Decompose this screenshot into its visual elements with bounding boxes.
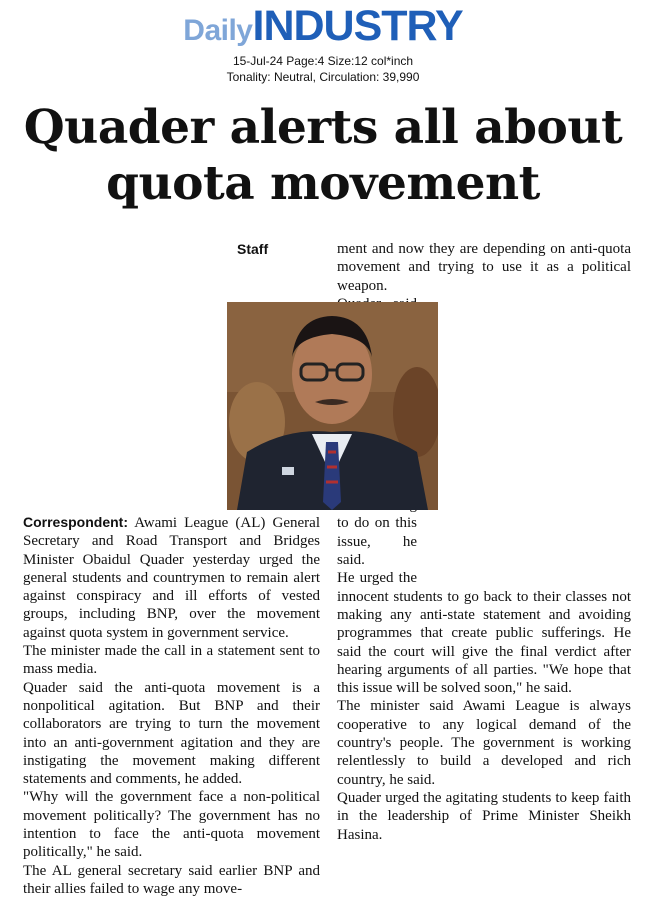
paragraph: He urged the innocent students to go back to their classes not making any anti-state statement and avoiding programmes that create public sufferings. He said the court will give the final verdict after hearing arguments of all parties. "We hope that this issue will be solved soon," he said. bbox=[337, 570, 631, 697]
paragraph: Quader said the anti-quota movement is a nonpolitical agitation. But BNP and their collaborators are trying to turn the movement into an anti-government agitation and they are instigating the movement making different statements and comments, he added. bbox=[23, 679, 320, 788]
paragraph-text: Awami League (AL) General Secretary and Road Transport and Bridges Minister Obaidul Quader yesterday urged the general students and countrymen to remain alert against conspiracy and ill efforts of vested groups, including BNP, over the movement against quota system in government service. bbox=[23, 515, 320, 641]
byline: Staff Correspondent: bbox=[23, 241, 269, 530]
masthead-industry: INDUSTRY bbox=[252, 2, 463, 50]
clipping-meta-line2: Tonality: Neutral, Circulation: 39,990 bbox=[226, 70, 420, 84]
clipping-meta-line1: 15-Jul-24 Page:4 Size:12 col*inch bbox=[232, 54, 414, 68]
paragraph: The AL general secretary said earlier BNP and their allies failed to wage any move- bbox=[23, 862, 320, 897]
paragraph: "Why will the government face a non-political movement politically? The government has no intention to face the anti-quota movement politically," he said. bbox=[23, 789, 320, 861]
paragraph: The minister said Awami League is always cooperative to any logical demand of the country's people. The government is working relentlessly to build a developed and rich country, he said. bbox=[337, 698, 631, 788]
paragraph: The minister made the call in a statement sent to mass media. bbox=[23, 643, 320, 678]
paragraph: Quader urged the agitating students to keep faith in the leadership of Prime Minister Sheikh Hasina. bbox=[337, 789, 631, 843]
paragraph: to do on this issue, he said. bbox=[337, 515, 417, 569]
masthead-daily: Daily bbox=[183, 14, 253, 47]
headline-line2: quota movement bbox=[106, 156, 540, 211]
portrait-photo bbox=[227, 302, 438, 510]
headline-line1: Quader alerts all about bbox=[23, 100, 623, 155]
newspaper-masthead bbox=[0, 2, 646, 51]
paragraph: ment and now they are depending on anti-quota movement and trying to use it as a political weapon. bbox=[337, 241, 631, 294]
article-headline bbox=[0, 100, 646, 212]
